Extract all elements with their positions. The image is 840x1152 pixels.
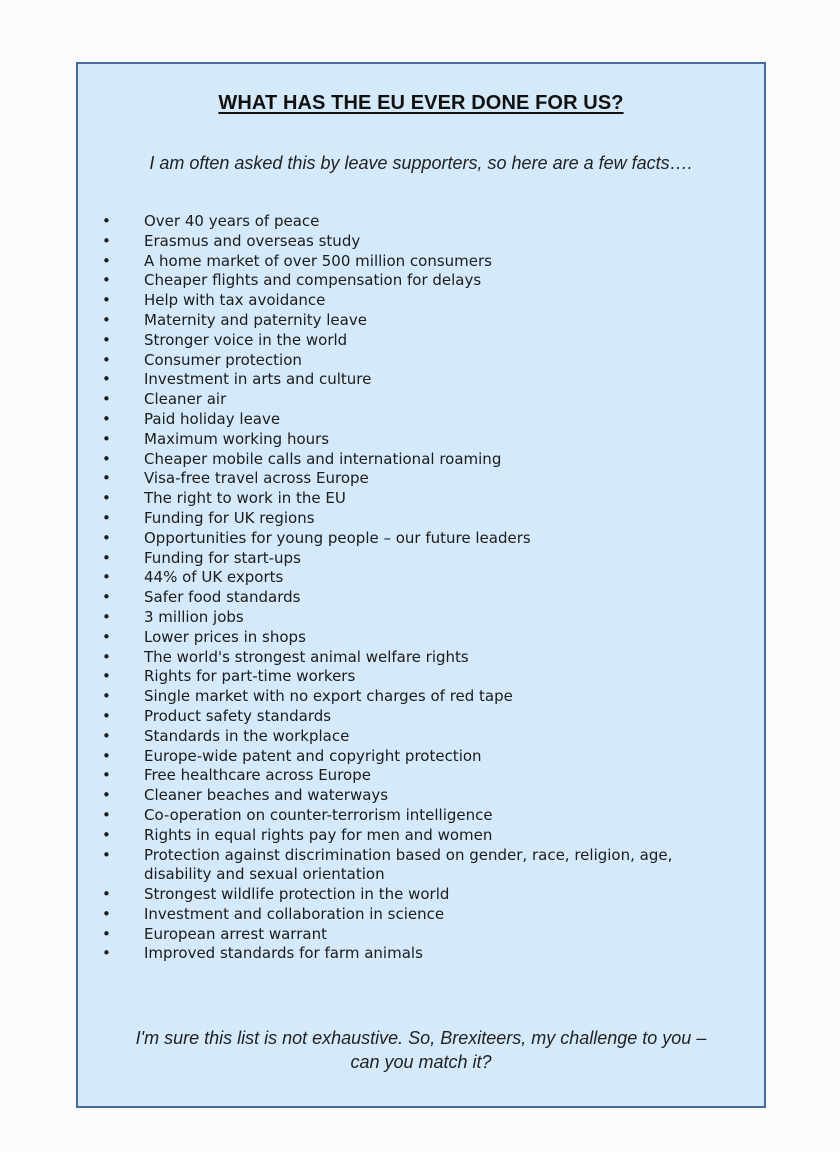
list-item xyxy=(78,529,764,549)
list-item-text: The right to work in the EU xyxy=(144,489,346,508)
list-item xyxy=(78,549,764,569)
document-title: WHAT HAS THE EU EVER DONE FOR US? xyxy=(218,92,624,114)
bullet-icon: • xyxy=(102,944,111,963)
bullet-icon: • xyxy=(102,706,111,725)
list-item-text: 44% of UK exports xyxy=(144,568,284,587)
list-item xyxy=(78,747,764,767)
list-item xyxy=(78,212,764,232)
list-item xyxy=(78,450,764,470)
list-item xyxy=(78,648,764,668)
list-item-text: Paid holiday leave xyxy=(144,409,281,428)
list-item-text: Funding for UK regions xyxy=(144,508,315,527)
list-item-text: Maternity and paternity leave xyxy=(144,310,367,329)
bullet-icon: • xyxy=(102,726,111,745)
list-item-text: A home market of over 500 million consumers xyxy=(144,251,492,270)
bullet-icon: • xyxy=(102,370,111,389)
list-item-text: Safer food standards xyxy=(144,588,301,607)
list-item xyxy=(78,252,764,272)
bullet-icon: • xyxy=(102,904,111,923)
bullet-icon: • xyxy=(102,449,111,468)
list-item-text: Cheaper flights and compensation for delays xyxy=(144,271,482,290)
list-item-text: Maximum working hours xyxy=(144,429,330,448)
bullet-icon: • xyxy=(102,330,111,349)
bullet-icon: • xyxy=(102,667,111,686)
list-item-text: Over 40 years of peace xyxy=(144,212,320,230)
list-item-text: Rights in equal rights pay for men and women xyxy=(144,825,493,844)
list-item xyxy=(78,509,764,529)
closing-line-1: I'm sure this list is not exhaustive. So, Brexiteers, my challenge to you – xyxy=(135,1028,707,1048)
list-item-text: 3 million jobs xyxy=(144,607,244,626)
list-item xyxy=(78,311,764,331)
bullet-icon: • xyxy=(102,548,111,567)
list-item xyxy=(78,826,764,846)
list-item xyxy=(78,370,764,390)
list-item-text: Help with tax avoidance xyxy=(144,291,326,310)
bullet-icon: • xyxy=(102,607,111,626)
bullet-icon: • xyxy=(102,647,111,666)
bullet-icon: • xyxy=(102,687,111,706)
bullet-icon: • xyxy=(102,251,111,270)
list-item-text: Rights for part-time workers xyxy=(144,667,356,686)
bullet-icon: • xyxy=(102,271,111,290)
list-item xyxy=(78,271,764,291)
list-item xyxy=(78,667,764,687)
list-item xyxy=(78,608,764,628)
list-item xyxy=(78,687,764,707)
list-item xyxy=(78,727,764,747)
bullet-icon: • xyxy=(102,390,111,409)
list-item-text: Protection against discrimination based on gender, race, religion, age, disability and sexual orientation xyxy=(144,845,673,884)
list-item-text: Free healthcare across Europe xyxy=(144,766,371,785)
list-item xyxy=(78,430,764,450)
list-item-text: Europe-wide patent and copyright protection xyxy=(144,746,482,765)
list-item-text: Cleaner air xyxy=(144,390,227,409)
bullet-icon: • xyxy=(102,489,111,508)
list-item xyxy=(78,905,764,925)
list-item xyxy=(78,588,764,608)
list-item-text: Cheaper mobile calls and international roaming xyxy=(144,449,502,468)
list-item-text: Investment and collaboration in science xyxy=(144,904,445,923)
list-item-text: Product safety standards xyxy=(144,706,332,725)
bullet-icon: • xyxy=(102,528,111,547)
bullet-icon: • xyxy=(102,825,111,844)
bullet-icon: • xyxy=(102,746,111,765)
list-item-text: Improved standards for farm animals xyxy=(144,944,423,963)
bullet-icon: • xyxy=(102,627,111,646)
list-item xyxy=(78,410,764,430)
list-item-text: Lower prices in shops xyxy=(144,627,306,646)
list-item xyxy=(78,390,764,410)
bullet-icon: • xyxy=(102,291,111,310)
bullet-icon: • xyxy=(102,231,111,250)
list-item xyxy=(78,331,764,351)
bullet-icon: • xyxy=(102,845,111,864)
list-item-text: The world's strongest animal welfare rights xyxy=(144,647,469,666)
list-item xyxy=(78,628,764,648)
list-item-text: Strongest wildlife protection in the world xyxy=(144,885,450,904)
list-item xyxy=(78,568,764,588)
bullet-icon: • xyxy=(102,469,111,488)
document-panel xyxy=(76,62,766,1108)
closing-text xyxy=(78,1026,764,1074)
list-item xyxy=(78,846,764,886)
list-item-text: Stronger voice in the world xyxy=(144,330,348,349)
list-item xyxy=(78,707,764,727)
bullet-icon: • xyxy=(102,350,111,369)
bullet-icon: • xyxy=(102,409,111,428)
list-item-text: Opportunities for young people – our future leaders xyxy=(144,528,531,547)
list-item xyxy=(78,351,764,371)
list-item xyxy=(78,291,764,311)
list-item-text: Erasmus and overseas study xyxy=(144,231,361,250)
closing-line-2: can you match it? xyxy=(350,1052,492,1072)
list-item-text: Consumer protection xyxy=(144,350,302,369)
list-item xyxy=(78,806,764,826)
list-item xyxy=(78,766,764,786)
bullet-icon: • xyxy=(102,786,111,805)
list-item xyxy=(78,469,764,489)
bullet-icon: • xyxy=(102,310,111,329)
bullet-icon: • xyxy=(102,885,111,904)
list-item-text: Funding for start-ups xyxy=(144,548,301,567)
list-item-text: European arrest warrant xyxy=(144,924,327,943)
list-item-text: Standards in the workplace xyxy=(144,726,350,745)
bullet-icon: • xyxy=(102,924,111,943)
bullet-icon: • xyxy=(102,568,111,587)
bullet-icon: • xyxy=(102,766,111,785)
list-item-text: Co-operation on counter-terrorism intelligence xyxy=(144,805,493,824)
list-item xyxy=(78,232,764,252)
list-item xyxy=(78,786,764,806)
list-item xyxy=(78,489,764,509)
bullet-icon: • xyxy=(102,429,111,448)
list-item-text: Investment in arts and culture xyxy=(144,370,372,389)
list-item xyxy=(78,925,764,945)
list-item-text: Single market with no export charges of red tape xyxy=(144,687,513,706)
list-item-text: Cleaner beaches and waterways xyxy=(144,786,389,805)
list-item xyxy=(78,885,764,905)
bullet-icon: • xyxy=(102,212,111,230)
bullet-icon: • xyxy=(102,508,111,527)
bullet-icon: • xyxy=(102,588,111,607)
list-item-text: Visa-free travel across Europe xyxy=(144,469,369,488)
facts-list xyxy=(78,212,764,964)
list-item xyxy=(78,944,764,964)
intro-text: I am often asked this by leave supporters, so here are a few facts…. xyxy=(149,153,693,173)
bullet-icon: • xyxy=(102,805,111,824)
